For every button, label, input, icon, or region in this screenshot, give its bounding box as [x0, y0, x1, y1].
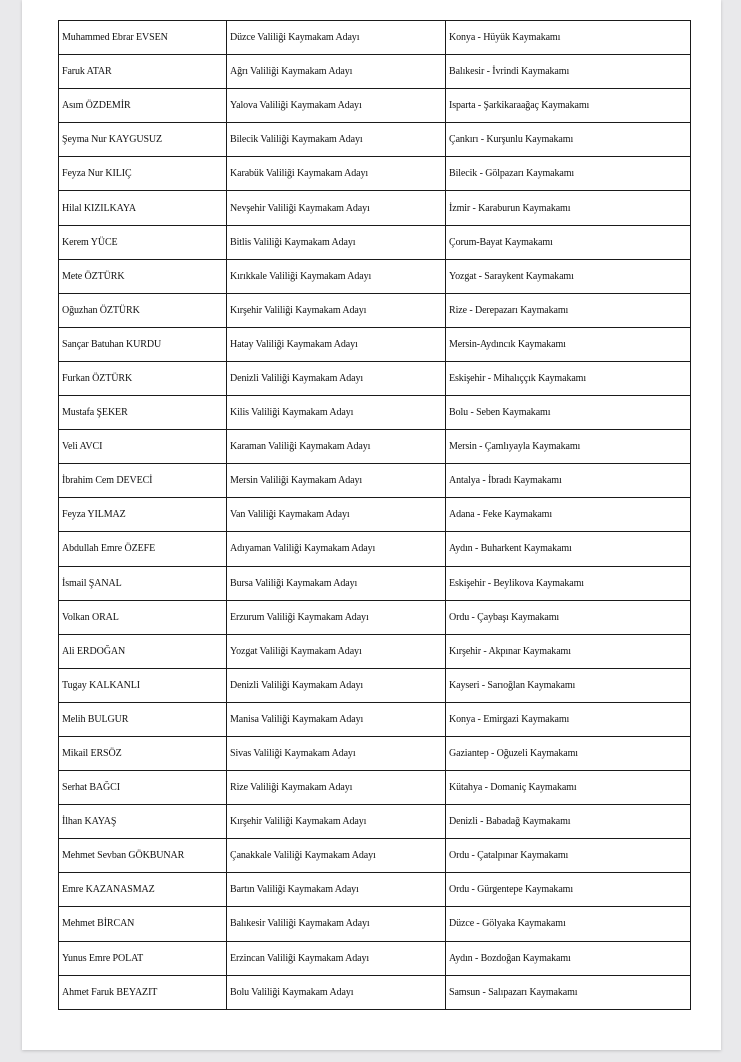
new-post-cell: Denizli - Babadağ Kaymakamı	[446, 805, 691, 839]
new-post-cell: Ordu - Çatalpınar Kaymakamı	[446, 839, 691, 873]
new-post-cell: Balıkesir - İvrindi Kaymakamı	[446, 55, 691, 89]
candidate-post-cell: Van Valiliği Kaymakam Adayı	[227, 498, 446, 532]
table-body	[59, 21, 691, 1010]
new-post-cell: Bolu - Seben Kaymakamı	[446, 396, 691, 430]
table-row	[59, 361, 691, 395]
candidate-post-cell: Erzincan Valiliği Kaymakam Adayı	[227, 941, 446, 975]
table-row	[59, 736, 691, 770]
new-post-cell: Mersin-Aydıncık Kaymakamı	[446, 327, 691, 361]
candidate-post-cell: Adıyaman Valiliği Kaymakam Adayı	[227, 532, 446, 566]
new-post-cell: Yozgat - Saraykent Kaymakamı	[446, 259, 691, 293]
candidate-post-cell: Hatay Valiliği Kaymakam Adayı	[227, 327, 446, 361]
table-row	[59, 975, 691, 1009]
new-post-cell: Bilecik - Gölpazarı Kaymakamı	[446, 157, 691, 191]
name-cell: Sançar Batuhan KURDU	[59, 327, 227, 361]
new-post-cell: Isparta - Şarkikaraağaç Kaymakamı	[446, 89, 691, 123]
candidate-post-cell: Kırıkkale Valiliği Kaymakam Adayı	[227, 259, 446, 293]
name-cell: Veli AVCI	[59, 430, 227, 464]
name-cell: Ali ERDOĞAN	[59, 634, 227, 668]
name-cell: Şeyma Nur KAYGUSUZ	[59, 123, 227, 157]
document-page	[22, 0, 721, 1050]
name-cell: Feyza YILMAZ	[59, 498, 227, 532]
name-cell: Yunus Emre POLAT	[59, 941, 227, 975]
new-post-cell: Samsun - Salıpazarı Kaymakamı	[446, 975, 691, 1009]
table-row	[59, 259, 691, 293]
candidate-post-cell: Denizli Valiliği Kaymakam Adayı	[227, 361, 446, 395]
name-cell: Emre KAZANASMAZ	[59, 873, 227, 907]
new-post-cell: Mersin - Çamlıyayla Kaymakamı	[446, 430, 691, 464]
name-cell: Mehmet BİRCAN	[59, 907, 227, 941]
candidate-post-cell: Bartın Valiliği Kaymakam Adayı	[227, 873, 446, 907]
table-row	[59, 225, 691, 259]
new-post-cell: Kırşehir - Akpınar Kaymakamı	[446, 634, 691, 668]
name-cell: Tugay KALKANLI	[59, 668, 227, 702]
new-post-cell: Rize - Derepazarı Kaymakamı	[446, 293, 691, 327]
table-row	[59, 21, 691, 55]
table-row	[59, 600, 691, 634]
candidate-post-cell: Rize Valiliği Kaymakam Adayı	[227, 771, 446, 805]
new-post-cell: Çankırı - Kurşunlu Kaymakamı	[446, 123, 691, 157]
name-cell: Abdullah Emre ÖZEFE	[59, 532, 227, 566]
name-cell: İsmail ŞANAL	[59, 566, 227, 600]
candidate-post-cell: Sivas Valiliği Kaymakam Adayı	[227, 736, 446, 770]
new-post-cell: Aydın - Buharkent Kaymakamı	[446, 532, 691, 566]
new-post-cell: Eskişehir - Beylikova Kaymakamı	[446, 566, 691, 600]
new-post-cell: Aydın - Bozdoğan Kaymakamı	[446, 941, 691, 975]
appointment-table	[58, 20, 691, 1010]
candidate-post-cell: Bolu Valiliği Kaymakam Adayı	[227, 975, 446, 1009]
candidate-post-cell: Karaman Valiliği Kaymakam Adayı	[227, 430, 446, 464]
candidate-post-cell: Yozgat Valiliği Kaymakam Adayı	[227, 634, 446, 668]
name-cell: Mete ÖZTÜRK	[59, 259, 227, 293]
candidate-post-cell: Bilecik Valiliği Kaymakam Adayı	[227, 123, 446, 157]
candidate-post-cell: Bitlis Valiliği Kaymakam Adayı	[227, 225, 446, 259]
candidate-post-cell: Düzce Valiliği Kaymakam Adayı	[227, 21, 446, 55]
table-row	[59, 498, 691, 532]
table-row	[59, 89, 691, 123]
name-cell: Faruk ATAR	[59, 55, 227, 89]
name-cell: Kerem YÜCE	[59, 225, 227, 259]
new-post-cell: Ordu - Gürgentepe Kaymakamı	[446, 873, 691, 907]
table-row	[59, 668, 691, 702]
name-cell: İbrahim Cem DEVECİ	[59, 464, 227, 498]
name-cell: Ahmet Faruk BEYAZIT	[59, 975, 227, 1009]
candidate-post-cell: Erzurum Valiliği Kaymakam Adayı	[227, 600, 446, 634]
candidate-post-cell: Kilis Valiliği Kaymakam Adayı	[227, 396, 446, 430]
name-cell: Hilal KIZILKAYA	[59, 191, 227, 225]
table-row	[59, 907, 691, 941]
name-cell: Furkan ÖZTÜRK	[59, 361, 227, 395]
name-cell: Mikail ERSÖZ	[59, 736, 227, 770]
candidate-post-cell: Yalova Valiliği Kaymakam Adayı	[227, 89, 446, 123]
new-post-cell: Kayseri - Sarıoğlan Kaymakamı	[446, 668, 691, 702]
candidate-post-cell: Kırşehir Valiliği Kaymakam Adayı	[227, 805, 446, 839]
table-row	[59, 464, 691, 498]
table-row	[59, 873, 691, 907]
name-cell: İlhan KAYAŞ	[59, 805, 227, 839]
candidate-post-cell: Manisa Valiliği Kaymakam Adayı	[227, 702, 446, 736]
new-post-cell: Konya - Emirgazi Kaymakamı	[446, 702, 691, 736]
table-row	[59, 634, 691, 668]
name-cell: Muhammed Ebrar EVSEN	[59, 21, 227, 55]
new-post-cell: Adana - Feke Kaymakamı	[446, 498, 691, 532]
candidate-post-cell: Ağrı Valiliği Kaymakam Adayı	[227, 55, 446, 89]
candidate-post-cell: Karabük Valiliği Kaymakam Adayı	[227, 157, 446, 191]
table-row	[59, 430, 691, 464]
new-post-cell: Kütahya - Domaniç Kaymakamı	[446, 771, 691, 805]
name-cell: Feyza Nur KILIÇ	[59, 157, 227, 191]
new-post-cell: Çorum-Bayat Kaymakamı	[446, 225, 691, 259]
new-post-cell: Eskişehir - Mihalıççık Kaymakamı	[446, 361, 691, 395]
table-row	[59, 566, 691, 600]
name-cell: Oğuzhan ÖZTÜRK	[59, 293, 227, 327]
new-post-cell: Düzce - Gölyaka Kaymakamı	[446, 907, 691, 941]
candidate-post-cell: Denizli Valiliği Kaymakam Adayı	[227, 668, 446, 702]
table-row	[59, 805, 691, 839]
candidate-post-cell: Mersin Valiliği Kaymakam Adayı	[227, 464, 446, 498]
name-cell: Mehmet Sevban GÖKBUNAR	[59, 839, 227, 873]
candidate-post-cell: Bursa Valiliği Kaymakam Adayı	[227, 566, 446, 600]
new-post-cell: Ordu - Çaybaşı Kaymakamı	[446, 600, 691, 634]
name-cell: Mustafa ŞEKER	[59, 396, 227, 430]
table-row	[59, 396, 691, 430]
table-row	[59, 771, 691, 805]
candidate-post-cell: Çanakkale Valiliği Kaymakam Adayı	[227, 839, 446, 873]
table-row	[59, 702, 691, 736]
new-post-cell: Konya - Hüyük Kaymakamı	[446, 21, 691, 55]
new-post-cell: Antalya - İbradı Kaymakamı	[446, 464, 691, 498]
table-row	[59, 191, 691, 225]
candidate-post-cell: Balıkesir Valiliği Kaymakam Adayı	[227, 907, 446, 941]
name-cell: Asım ÖZDEMİR	[59, 89, 227, 123]
table-row	[59, 157, 691, 191]
table-row	[59, 327, 691, 361]
name-cell: Serhat BAĞCI	[59, 771, 227, 805]
candidate-post-cell: Kırşehir Valiliği Kaymakam Adayı	[227, 293, 446, 327]
table-row	[59, 55, 691, 89]
name-cell: Melih BULGUR	[59, 702, 227, 736]
candidate-post-cell: Nevşehir Valiliği Kaymakam Adayı	[227, 191, 446, 225]
table-row	[59, 532, 691, 566]
table-row	[59, 123, 691, 157]
table-row	[59, 941, 691, 975]
table-row	[59, 839, 691, 873]
new-post-cell: İzmir - Karaburun Kaymakamı	[446, 191, 691, 225]
new-post-cell: Gaziantep - Oğuzeli Kaymakamı	[446, 736, 691, 770]
name-cell: Volkan ORAL	[59, 600, 227, 634]
table-row	[59, 293, 691, 327]
